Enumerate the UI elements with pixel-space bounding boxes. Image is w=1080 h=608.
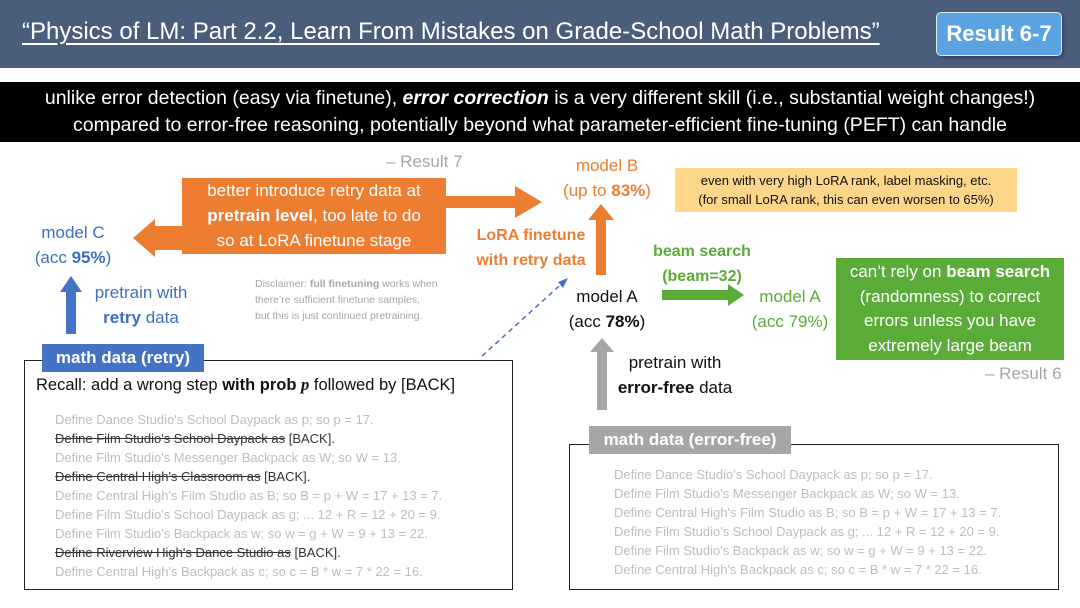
retry-data-line: Define Film Studio's School Daypack as [BACK]. [55, 431, 335, 446]
model-b [552, 153, 662, 203]
pretrain-retry-label [86, 280, 196, 330]
arrow-to-model-c [133, 219, 182, 257]
result-badge: Result 6-7 [936, 12, 1062, 56]
error-free-data-line: Define Film Studio's Backpack as w; so w = g + W = 9 + 13 = 22. [614, 543, 987, 558]
error-free-data-line: Define Central High's Backpack as c; so c = B * w = 7 * 22 = 16. [614, 562, 982, 577]
banner-line-1-post: is a very different skill (i.e., substantial weight changes!) [554, 87, 1036, 109]
error-free-data-line: Define Film Studio's School Daypack as g; ... 12 + R = 12 + 20 = 9. [614, 524, 1000, 539]
beam-note-line-4: extremely large beam [868, 335, 1032, 355]
lora-finetune-label [465, 223, 597, 273]
beam-note-line-2: (randomness) to correct [859, 286, 1041, 306]
pretrain-error-free-label [612, 350, 738, 400]
retry-data-line: Define Central High's Classroom as [BACK]. [55, 469, 311, 484]
model-c [30, 220, 116, 270]
ref-result-6: – Result 6 [985, 364, 1062, 383]
error-free-data-lines [614, 465, 1001, 579]
disclaimer-line-1: Disclaimer: full finetuning works when [255, 278, 438, 290]
slide-title: “Physics of LM: Part 2.2, Learn From Mistakes on Grade-School Math Problems” [22, 18, 880, 45]
beam-note-line-3: errors unless you have [864, 311, 1036, 330]
retry-data-label: math data (retry) [42, 344, 204, 372]
beam-label-line-1: beam search [653, 243, 751, 260]
beam-label-line-2: (beam=32) [662, 268, 742, 285]
retry-data-line: Define Central High's Film Studio as B; so B = p + W = 17 + 13 = 7. [55, 488, 443, 503]
model-a-beam-acc: (acc 79%) [751, 312, 829, 331]
retry-pretrain-note [182, 178, 446, 254]
beam-search-note [836, 258, 1064, 360]
model-b-acc: (up to 83%) [563, 181, 651, 200]
error-free-data-line: Define Film Studio's Messenger Backpack as W; so W = 13. [614, 486, 960, 501]
lora-rank-note [675, 168, 1017, 212]
arrow-to-model-b [446, 186, 542, 218]
model-c-name: model C [41, 223, 105, 242]
arrow-up-to-model-a [590, 338, 614, 410]
beam-note-line-1: can’t rely on beam search [849, 262, 1051, 281]
banner-line-1-pre: unlike error detection (easy via finetune), [44, 87, 398, 109]
model-a-beam-name: model A [759, 287, 821, 306]
model-b-name: model B [575, 156, 639, 175]
model-a-beam [748, 284, 832, 334]
lora-note-line-1: even with very high LoRA rank, label masking, etc. [700, 173, 992, 188]
retry-note-line-1: better introduce retry data at [207, 181, 421, 200]
retry-note-line-3: so at LoRA finetune stage [216, 231, 412, 250]
recall-line: Recall: add a wrong step with prob p followed by [BACK] [36, 375, 456, 394]
model-a [560, 284, 654, 334]
retry-data-line: Define Central High's Backpack as c; so c = B * w = 7 * 22 = 16. [55, 564, 423, 579]
retry-note-line-2: pretrain level, too late to do [207, 206, 421, 225]
error-free-data-line: Define Dance Studio's School Daypack as p; so p = 17. [614, 467, 933, 482]
model-a-name: model A [576, 287, 638, 306]
pretrain-retry-line-1: pretrain with [94, 283, 188, 302]
pretrain-retry-line-2: retry data [103, 308, 179, 327]
banner-line-2: compared to error-free reasoning, potentially beyond what parameter-efficient fine-tuning (PEFT) can handle [73, 114, 1007, 136]
retry-data-line: Define Riverview High's Dance Studio as [BACK]. [55, 545, 341, 560]
retry-data-line: Define Dance Studio's School Daypack as p; so p = 17. [55, 412, 374, 427]
pretrain-free-line-2: error-free data [617, 378, 733, 397]
lora-label-line-2: with retry data [476, 252, 586, 269]
lora-label-line-1: LoRA finetune [476, 227, 586, 244]
model-a-acc: (acc 78%) [568, 312, 646, 331]
disclaimer-line-2: there’re sufficient finetune samples, [255, 294, 420, 306]
model-c-acc: (acc 95%) [34, 248, 112, 267]
disclaimer-line-3: but this is just continued pretraining. [255, 310, 423, 322]
ref-result-7: – Result 7 [386, 152, 463, 171]
lora-note-line-2: (for small LoRA rank, this can even worsen to 65%) [698, 192, 994, 207]
retry-data-line: Define Film Studio's School Daypack as g; ... 12 + R = 12 + 20 = 9. [55, 507, 441, 522]
retry-data-lines [55, 410, 442, 581]
pretrain-free-line-1: pretrain with [628, 353, 722, 372]
error-free-data-label: math data (error-free) [589, 426, 791, 454]
banner-line-1-emph: error correction [402, 87, 549, 109]
arrow-up-to-model-c [60, 276, 82, 334]
disclaimer [255, 276, 438, 324]
retry-data-line: Define Film Studio's Backpack as w; so w = g + W = 9 + 13 = 22. [55, 526, 428, 541]
dashed-connector [482, 278, 568, 356]
error-free-data-line: Define Central High's Film Studio as B; so B = p + W = 17 + 13 = 7. [614, 505, 1002, 520]
retry-data-line: Define Film Studio's Messenger Backpack as W; so W = 13. [55, 450, 401, 465]
beam-search-label [640, 239, 764, 289]
